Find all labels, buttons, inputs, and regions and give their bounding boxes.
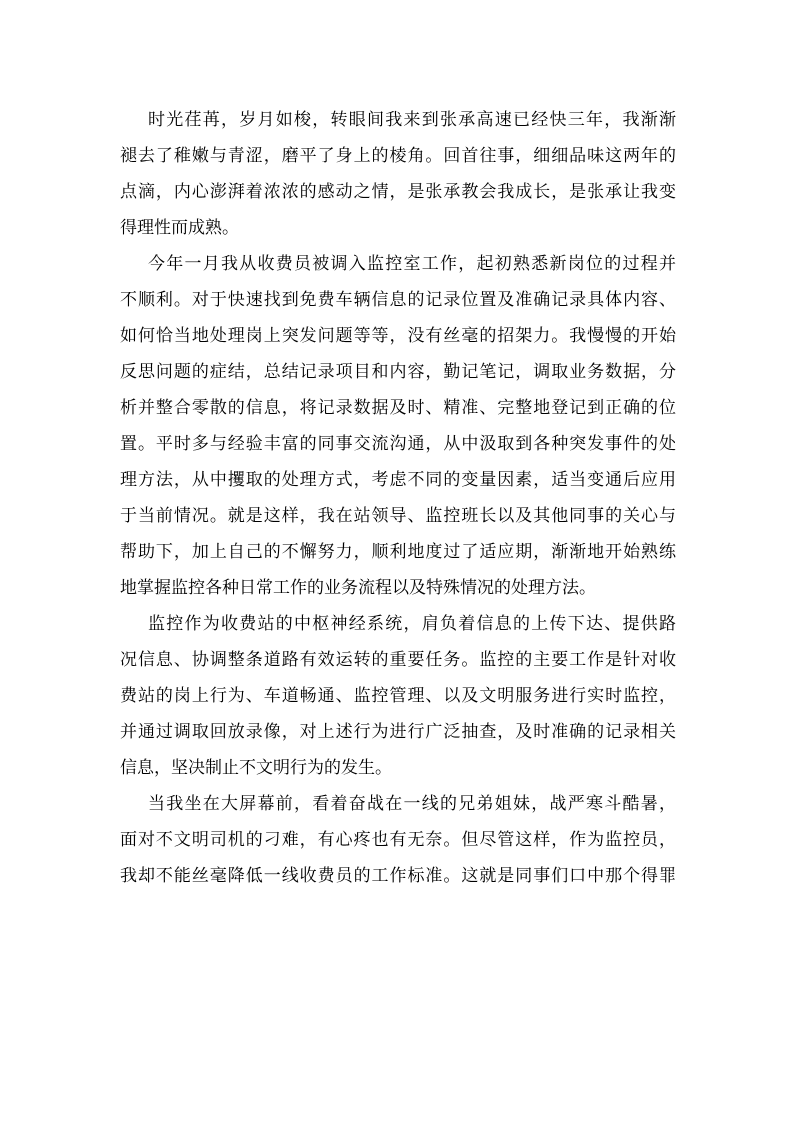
text-line: 帮助下，加上自己的不懈努力，顺利地度过了适应期，渐渐地开始熟练 — [120, 542, 676, 562]
text-line: 并通过调取回放录像，对上述行为进行广泛抽查，及时准确的记录相关 — [120, 722, 676, 742]
text-line: 点滴，内心澎湃着浓浓的感动之情，是张承教会我成长，是张承让我变 — [120, 182, 676, 202]
text-line: 如何恰当地处理岗上突发问题等等，没有丝毫的招架力。我慢慢的开始 — [120, 326, 676, 346]
text-line: 析并整合零散的信息，将记录数据及时、精准、完整地登记到正确的位 — [120, 398, 676, 418]
text-line: 置。平时多与经验丰富的同事交流沟通，从中汲取到各种突发事件的处 — [120, 434, 676, 454]
text-line: 当我坐在大屏幕前，看着奋战在一线的兄弟姐妹，战严寒斗酷暑， — [148, 794, 676, 814]
text-line: 得理性而成熟。 — [120, 218, 239, 238]
text-line: 今年一月我从收费员被调入监控室工作，起初熟悉新岗位的过程并 — [148, 254, 676, 274]
text-line: 时光荏苒，岁月如梭，转眼间我来到张承高速已经快三年，我渐渐 — [148, 110, 676, 130]
paragraph-3 — [120, 606, 676, 786]
text-line: 我却不能丝毫降低一线收费员的工作标准。这就是同事们口中那个得罪 — [120, 866, 676, 886]
text-line: 反思问题的症结，总结记录项目和内容，勤记笔记，调取业务数据，分 — [120, 362, 676, 382]
text-line: 况信息、协调整条道路有效运转的重要任务。监控的主要工作是针对收 — [120, 650, 676, 670]
text-line: 褪去了稚嫩与青涩，磨平了身上的棱角。回首往事，细细品味这两年的 — [120, 146, 676, 166]
text-line: 不顺利。对于快速找到免费车辆信息的记录位置及准确记录具体内容、 — [120, 290, 676, 310]
text-line: 面对不文明司机的刁难，有心疼也有无奈。但尽管这样，作为监控员， — [120, 830, 676, 850]
paragraph-4 — [120, 786, 676, 894]
text-line: 信息，坚决制止不文明行为的发生。 — [120, 758, 392, 778]
paragraph-1 — [120, 102, 676, 246]
paragraph-2 — [120, 246, 676, 606]
text-line: 理方法，从中攫取的处理方式，考虑不同的变量因素，适当变通后应用 — [120, 470, 676, 490]
text-line: 于当前情况。就是这样，我在站领导、监控班长以及其他同事的关心与 — [120, 506, 676, 526]
text-line: 监控作为收费站的中枢神经系统，肩负着信息的上传下达、提供路 — [148, 614, 676, 634]
document-body — [120, 102, 676, 894]
text-line: 地掌握监控各种日常工作的业务流程以及特殊情况的处理方法。 — [120, 578, 596, 598]
text-line: 费站的岗上行为、车道畅通、监控管理、以及文明服务进行实时监控， — [120, 686, 676, 706]
